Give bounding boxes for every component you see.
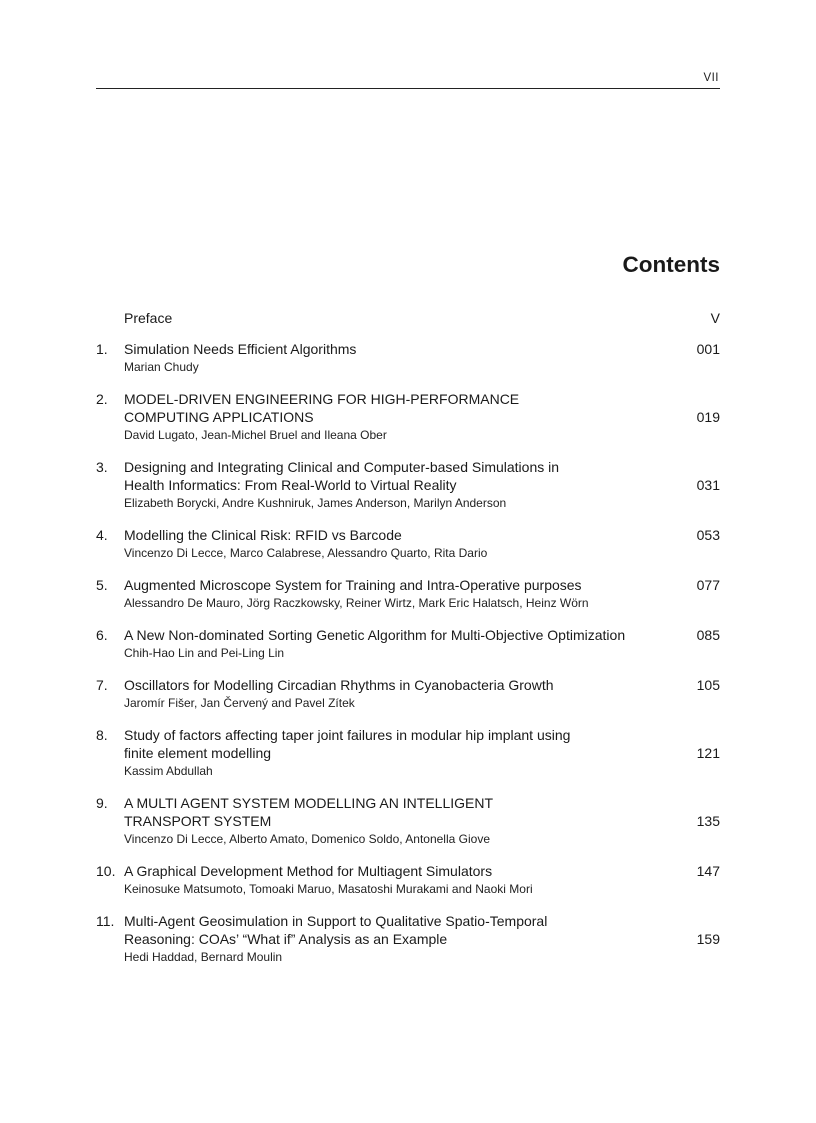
toc-entry-title-line-1: MODEL-DRIVEN ENGINEERING FOR HIGH-PERFORMANCE: [124, 391, 520, 407]
toc-entry-preface[interactable]: [96, 309, 720, 327]
toc-entry-body: [124, 676, 720, 712]
toc-entry-authors: Kassim Abdullah: [124, 764, 213, 778]
toc-entry-body: [124, 794, 720, 848]
toc-entry-1[interactable]: [96, 340, 720, 376]
toc-entry-11[interactable]: [96, 912, 720, 966]
toc-entry-page: 085: [696, 627, 720, 643]
toc-entry-9[interactable]: [96, 794, 720, 848]
page-number: VII: [703, 72, 719, 84]
toc-entry-page: 105: [696, 677, 720, 693]
toc-entry-page: 077: [696, 577, 720, 593]
toc-entry-number: 3.: [96, 459, 108, 475]
toc-entry-page: V: [710, 310, 720, 326]
toc-entry-5[interactable]: [96, 576, 720, 612]
toc-entry-number: 8.: [96, 727, 108, 743]
toc-entry-title-line-1: Study of factors affecting taper joint failures in modular hip implant using: [124, 727, 571, 743]
toc-entry-title: Modelling the Clinical Risk: RFID vs Barcode: [124, 527, 402, 543]
toc-entry-title-line-2: COMPUTING APPLICATIONS: [124, 409, 314, 425]
toc-entry-authors: Chih-Hao Lin and Pei-Ling Lin: [124, 646, 285, 660]
toc-entry-page: 159: [696, 931, 720, 947]
toc-entry-title-line-2: Health Informatics: From Real-World to Virtual Reality: [124, 477, 457, 493]
toc-entry-body: [124, 340, 720, 376]
toc-entry-authors: Vincenzo Di Lecce, Alberto Amato, Domenico Soldo, Antonella Giove: [124, 832, 490, 846]
toc-entry-body: [124, 526, 720, 562]
page-title: Contents: [622, 252, 720, 277]
toc-entry-body: [124, 626, 720, 662]
toc-entry-number: 6.: [96, 627, 108, 643]
toc-entry-title-line-1: Designing and Integrating Clinical and Computer-based Simulations in: [124, 459, 560, 475]
toc-entry-body: [124, 862, 720, 898]
toc-entry-number: 11.: [96, 913, 115, 929]
toc-entry-body: [124, 309, 720, 327]
toc-entry-6[interactable]: [96, 626, 720, 662]
toc-entry-title: Preface: [124, 310, 173, 326]
toc-entry-title: Augmented Microscope System for Training and Intra-Operative purposes: [124, 577, 582, 593]
toc-entry-authors: Jaromír Fišer, Jan Červený and Pavel Zítek: [124, 696, 355, 710]
toc-entry-body: [124, 726, 720, 780]
toc-entry-number: 5.: [96, 577, 108, 593]
toc-entry-page: 001: [696, 341, 720, 357]
toc-entry-body: [124, 912, 720, 966]
toc-entry-4[interactable]: [96, 526, 720, 562]
toc-entry-title-line-1: Multi-Agent Geosimulation in Support to Qualitative Spatio-Temporal: [124, 913, 548, 929]
toc-entry-number: 9.: [96, 795, 108, 811]
toc-entry-title: Oscillators for Modelling Circadian Rhythms in Cyanobacteria Growth: [124, 677, 554, 693]
toc-entry-authors: Marian Chudy: [124, 360, 199, 374]
toc-entry-number: 10.: [96, 863, 116, 879]
toc-entry-page: 121: [696, 745, 720, 761]
toc-entry-authors: Keinosuke Matsumoto, Tomoaki Maruo, Masatoshi Murakami and Naoki Mori: [124, 882, 533, 896]
toc-entry-authors: Vincenzo Di Lecce, Marco Calabrese, Alessandro Quarto, Rita Dario: [124, 546, 488, 560]
toc-entry-title-line-2: finite element modelling: [124, 745, 272, 761]
toc-entry-authors: David Lugato, Jean-Michel Bruel and Ileana Ober: [124, 428, 387, 442]
header-rule: [96, 88, 720, 89]
toc-entry-3[interactable]: [96, 458, 720, 512]
toc-entry-2[interactable]: [96, 390, 720, 444]
toc-entry-10[interactable]: [96, 862, 720, 898]
toc-entry-page: 147: [696, 863, 720, 879]
toc-entry-number: 2.: [96, 391, 108, 407]
toc-entry-title-line-2: Reasoning: COAs’ “What if” Analysis as an Example: [124, 931, 448, 947]
toc-entry-authors: Elizabeth Borycki, Andre Kushniruk, James Anderson, Marilyn Anderson: [124, 496, 507, 510]
toc-entry-body: [124, 458, 720, 512]
toc-entry-page: 031: [696, 477, 720, 493]
toc-entry-body: [124, 576, 720, 612]
table-of-contents: [96, 309, 720, 980]
toc-entry-title: Simulation Needs Efficient Algorithms: [124, 341, 357, 357]
toc-entry-title-line-1: A MULTI AGENT SYSTEM MODELLING AN INTELLIGENT: [124, 795, 494, 811]
toc-entry-title: A Graphical Development Method for Multiagent Simulators: [124, 863, 493, 879]
toc-entry-number: 4.: [96, 527, 108, 543]
toc-entry-authors: Hedi Haddad, Bernard Moulin: [124, 950, 283, 964]
toc-entry-7[interactable]: [96, 676, 720, 712]
toc-entry-page: 053: [696, 527, 720, 543]
toc-entry-8[interactable]: [96, 726, 720, 780]
toc-entry-number: 1.: [96, 341, 108, 357]
toc-entry-page: 019: [696, 409, 720, 425]
toc-entry-title-line-2: TRANSPORT SYSTEM: [124, 813, 272, 829]
toc-entry-body: [124, 390, 720, 444]
toc-entry-number: [96, 309, 124, 327]
toc-entry-number: 7.: [96, 677, 108, 693]
toc-entry-page: 135: [696, 813, 720, 829]
toc-entry-title: A New Non-dominated Sorting Genetic Algorithm for Multi-Objective Optimization: [124, 627, 626, 643]
toc-entry-authors: Alessandro De Mauro, Jörg Raczkowsky, Reiner Wirtz, Mark Eric Halatsch, Heinz Wörn: [124, 596, 589, 610]
